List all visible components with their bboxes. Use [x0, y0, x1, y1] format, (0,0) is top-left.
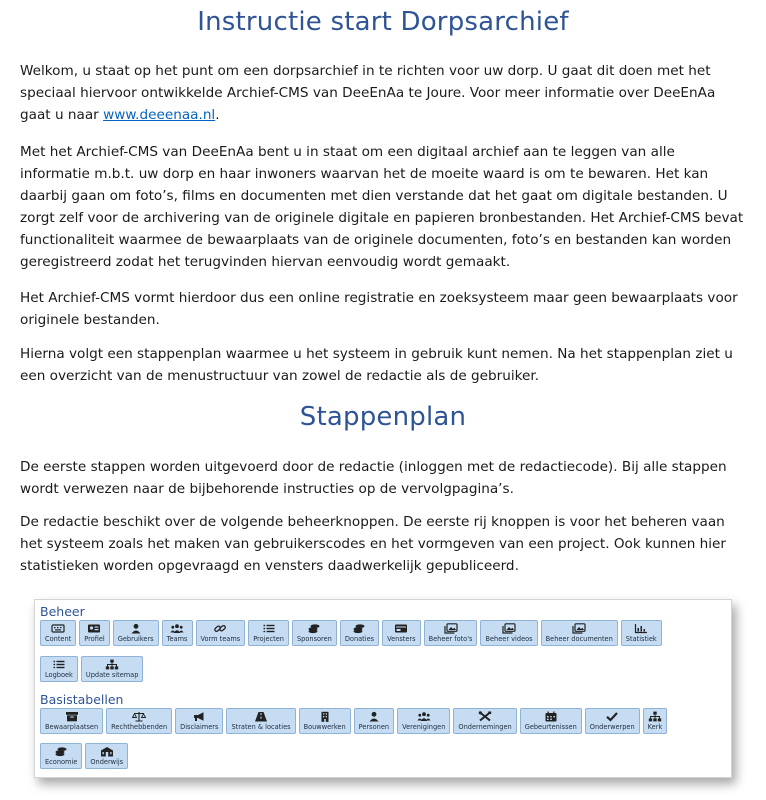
vensters-button[interactable]	[382, 620, 420, 646]
toolbar-button-label: Teams	[166, 635, 188, 643]
keyboard-icon	[51, 623, 65, 634]
deeenaa-link[interactable]: www.deeenaa.nl	[103, 107, 216, 123]
rechthebbenden-button[interactable]	[106, 708, 172, 734]
sitemap-icon	[648, 711, 662, 722]
toolbar-button-label: Gebeurtenissen	[524, 723, 577, 731]
images-icon	[502, 623, 516, 634]
toolbar-button-label: Disclaimers	[180, 723, 219, 731]
toolbar-button-label: Onderwerpen	[589, 723, 635, 731]
toolbar-button-label: Rechthebbenden	[111, 723, 168, 731]
building-icon	[318, 711, 332, 722]
verenigingen-button[interactable]	[397, 708, 450, 734]
coins-icon	[307, 623, 321, 634]
school-icon	[100, 746, 114, 757]
toolbar-button-label: Ondernemingen	[458, 723, 512, 731]
toolbar-button-label: Vorm teams	[200, 635, 241, 643]
straten-locaties-button[interactable]	[226, 708, 295, 734]
toolbar-button-label: Content	[45, 635, 72, 643]
basistabellen-section-title: Basistabellen	[40, 692, 124, 707]
projecten-button[interactable]	[248, 620, 289, 646]
beheer-section-title: Beheer	[40, 604, 85, 619]
users-icon	[417, 711, 431, 722]
gebeurtenissen-button[interactable]	[520, 708, 582, 734]
teams-button[interactable]	[162, 620, 193, 646]
toolbar-button-label: Bewaarplaatsen	[45, 723, 99, 731]
vorm-teams-button[interactable]	[196, 620, 246, 646]
toolbar-button-label: Logboek	[45, 671, 73, 679]
toolbar-button-label: Vensters	[387, 635, 416, 643]
tools-icon	[478, 711, 492, 722]
profiel-button[interactable]	[79, 620, 110, 646]
toolbar-button-label: Beheer documenten	[545, 635, 613, 643]
document-title: Instructie start Dorpsarchief	[197, 7, 569, 37]
chart-icon	[634, 623, 648, 634]
onderwerpen-button[interactable]	[585, 708, 640, 734]
toolbar-button-label: Personen	[358, 723, 390, 731]
logboek-button[interactable]	[40, 656, 78, 682]
sitemap-icon	[105, 659, 119, 670]
road-icon	[254, 711, 268, 722]
economie-button[interactable]	[40, 743, 82, 769]
megaphone-icon	[192, 711, 206, 722]
content-button[interactable]	[40, 620, 76, 646]
beheer-documenten-button[interactable]	[541, 620, 618, 646]
beheer-row-2	[40, 656, 143, 682]
kerk-button[interactable]	[643, 708, 668, 734]
toolbar-button-label: Beheer foto's	[428, 635, 473, 643]
basistabellen-row-2	[40, 743, 128, 769]
ondernemingen-button[interactable]	[453, 708, 516, 734]
sponsoren-button[interactable]	[292, 620, 337, 646]
list-icon	[52, 659, 66, 670]
toolbar-button-label: Gebruikers	[117, 635, 154, 643]
link-icon	[213, 623, 227, 634]
user-icon	[129, 623, 143, 634]
list-icon	[262, 623, 276, 634]
balance-icon	[132, 711, 146, 722]
intro-text: Welkom, u staat op het punt om een dorpsarchief in te richten voor uw dorp. U gaat dit doen met het speciaal hiervoor ontwikkelde Archief-CMS van DeeEnAa te Joure. Voor meer informatie over DeeEnAa gaat u naar	[20, 63, 716, 123]
update-sitemap-button[interactable]	[81, 656, 144, 682]
toolbar-button-label: Straten & locaties	[231, 723, 291, 731]
intro-paragraph-stepplan: Hierna volgt een stappenplan waarmee u het systeem in gebruik kunt nemen. Na het stappenplan ziet u een overzicht van de menustructuur van zowel de redactie als de gebruiker.	[20, 346, 733, 384]
toolbar-button-label: Statistiek	[625, 635, 657, 643]
toolbar-button-label: Beheer videos	[485, 635, 533, 643]
toolbar-button-label: Sponsoren	[296, 635, 332, 643]
toolbar-button-label: Update sitemap	[85, 671, 139, 679]
toolbar-button-label: Bouwwerken	[303, 723, 346, 731]
check-icon	[605, 711, 619, 722]
admin-toolbar-screenshot	[34, 599, 732, 778]
personen-button[interactable]	[354, 708, 394, 734]
beheer-row-1	[40, 620, 662, 646]
statistiek-button[interactable]	[621, 620, 662, 646]
users-icon	[170, 623, 184, 634]
onderwijs-button[interactable]	[85, 743, 128, 769]
steps-paragraph-beheerknoppen: De redactie beschikt over de volgende beheerknoppen. De eerste rij knoppen is voor het beheren vaan het systeem zoals het maken van gebruikerscodes en het vormgeven van een project. Ook kunnen hier statistieken worden opgevraagd en vensters daadwerkelijk gepubliceerd.	[20, 514, 727, 574]
toolbar-button-label: Projecten	[253, 635, 284, 643]
toolbar-button-label: Onderwijs	[90, 758, 124, 766]
archive-icon	[65, 711, 79, 722]
toolbar-button-label: Donaties	[344, 635, 375, 643]
basistabellen-row-1	[40, 708, 667, 734]
toolbar-button-label: Profiel	[84, 635, 105, 643]
intro-paragraph-welcome	[20, 60, 748, 126]
id-card-icon	[87, 623, 101, 634]
user-icon	[367, 711, 381, 722]
coins-icon	[54, 746, 68, 757]
steps-paragraph-redactie: De eerste stappen worden uitgevoerd door de redactie (inloggen met de redactiecode). Bij alle stappen wordt verwezen naar de bijbehorende instructies op de vervolgpagina’s.	[20, 459, 727, 497]
stappenplan-heading: Stappenplan	[299, 402, 467, 432]
beheer-foto-s-button[interactable]	[424, 620, 478, 646]
toolbar-button-label: Economie	[45, 758, 78, 766]
intro-period: .	[215, 107, 220, 123]
intro-paragraph-archive-cms: Met het Archief-CMS van DeeEnAa bent u in staat om een digitaal archief aan te leggen van alle informatie m.b.t. uw dorp en haar inwoners waarvan het de moeite waard is om te bewaren. Het kan daarbij gaan om foto’s, films en documenten met dien verstande dat het gaat om digitale bestanden. U zorgt zelf voor de archivering van de originele digitale en papieren bronbestanden. Het Archief-CMS bevat functionaliteit waarmee de bewaarplaats van de originele documenten, foto’s en bestanden kan worden geregistreerd zodat het terugvinden hiervan eenvoudig wordt gemaakt.	[20, 144, 744, 270]
donaties-button[interactable]	[340, 620, 379, 646]
intro-paragraph-registration: Het Archief-CMS vormt hierdoor dus een online registratie en zoeksysteem maar geen bewaarplaats voor originele bestanden.	[20, 290, 738, 328]
beheer-videos-button[interactable]	[480, 620, 537, 646]
gebruikers-button[interactable]	[113, 620, 159, 646]
window-icon	[394, 623, 408, 634]
images-icon	[572, 623, 586, 634]
coins-icon	[352, 623, 366, 634]
bewaarplaatsen-button[interactable]	[40, 708, 103, 734]
toolbar-button-label: Verenigingen	[402, 723, 446, 731]
images-icon	[444, 623, 458, 634]
calendar-icon	[544, 711, 558, 722]
disclaimers-button[interactable]	[175, 708, 223, 734]
bouwwerken-button[interactable]	[299, 708, 351, 734]
toolbar-button-label: Kerk	[647, 723, 663, 731]
